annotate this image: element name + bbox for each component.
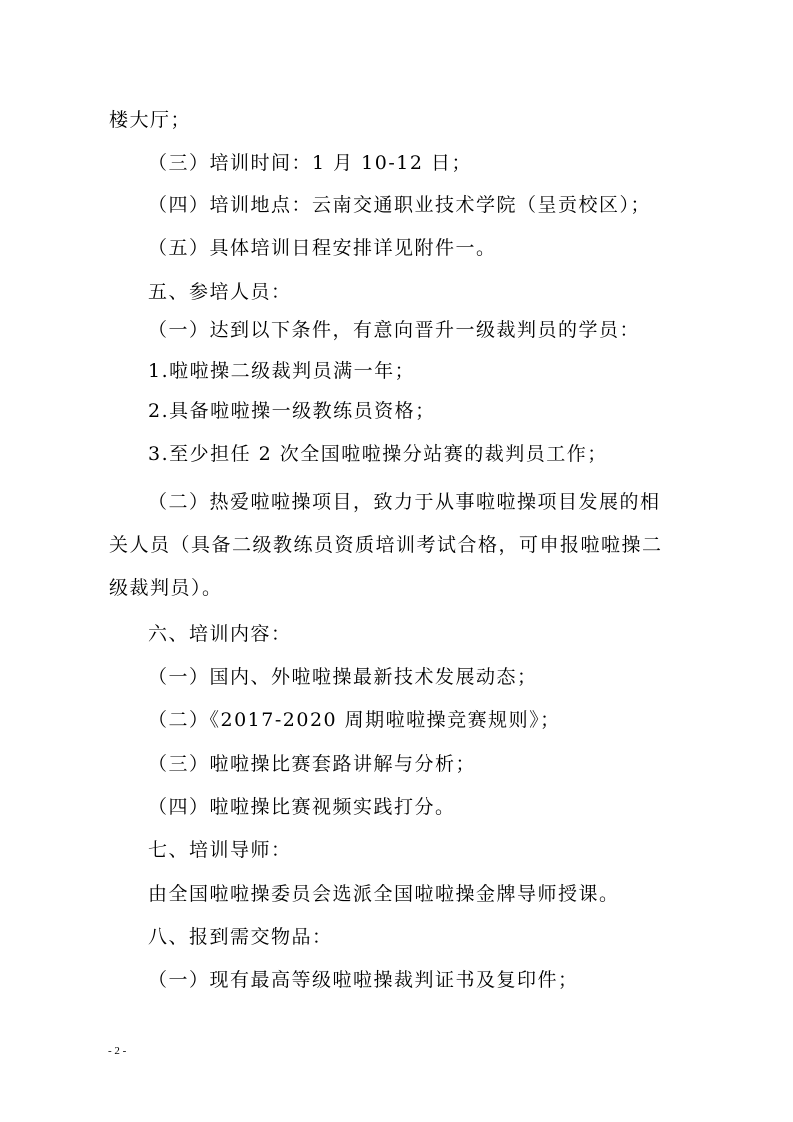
text-line: （四）啦啦操比赛视频实践打分。 — [148, 796, 456, 818]
section-heading: 七、培训导师： — [148, 839, 292, 861]
text-line: （一）达到以下条件，有意向晋升一级裁判员的学员： — [148, 319, 641, 341]
text-line: 关人员（具备二级教练员资质培训考试合格，可申报啦啦操二 — [109, 534, 663, 556]
text-line: 级裁判员）。 — [109, 577, 223, 599]
text-line: （四）培训地点：云南交通职业技术学院（呈贡校区）； — [148, 194, 652, 216]
text-line: 3.至少担任 2 次全国啦啦操分站赛的裁判员工作； — [148, 443, 608, 465]
text-line: 2.具备啦啦操一级教练员资格； — [148, 400, 436, 422]
text-line: （二）《2017-2020 周期啦啦操竞赛规则》； — [148, 709, 561, 731]
text-line: （二）热爱啦啦操项目，致力于从事啦啦操项目发展的相 — [148, 491, 661, 513]
text-line: 1.啦啦操二级裁判员满一年； — [148, 360, 416, 382]
text-line: 由全国啦啦操委员会选派全国啦啦操金牌导师授课。 — [148, 883, 620, 905]
text-line: 楼大厅； — [109, 109, 192, 131]
section-heading: 八、报到需交物品： — [148, 926, 333, 948]
text-line: （五）具体培训日程安排详见附件一。 — [148, 237, 497, 259]
text-line: （一）现有最高等级啦啦操裁判证书及复印件； — [148, 969, 579, 991]
text-line: （三）啦啦操比赛套路讲解与分析； — [148, 753, 477, 775]
text-line: （三）培训时间：1 月 10-12 日； — [148, 152, 472, 174]
text-line: （一）国内、外啦啦操最新技术发展动态； — [148, 666, 538, 688]
section-heading: 六、培训内容： — [148, 623, 292, 645]
page-number: - 2 - — [108, 1045, 127, 1057]
section-heading: 五、参培人员： — [148, 281, 292, 303]
